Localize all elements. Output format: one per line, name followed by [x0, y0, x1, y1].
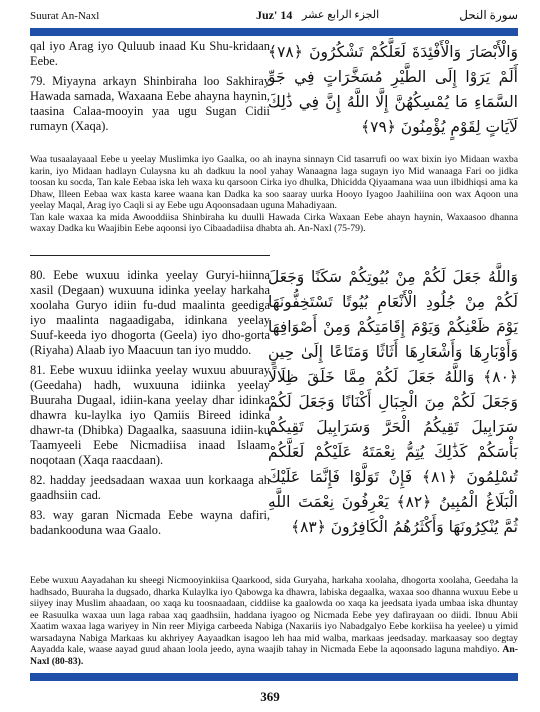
translation-paragraph: qal iyo Arag iyo Quluub inaad Ku Shu-kridaan Eebe.: [30, 39, 270, 68]
translation-block-1: [30, 39, 270, 139]
page-header: [30, 8, 518, 26]
commentary-text: Eebe wuxuu Aayadahan ku sheegi Nicmooyinkiisa Qaarkood, sida Guryaha, harkaha xoolaha, dhogorta xoolaha, Geedaha la hadhsado, Buuraha la dugsado, dharka Kulaylka iyo Qabowga ka dhawra, labiska degaalka, waxaa soo dhanna wuxuu Eebe u siiyey inay Muslim ahaadaan, oo xaqa ku toosnaadaan, ciddiise ka gaalowda oo xaqa ka jeedsata iyada umbaa iska dhuntay ee Rasuulka waxaa uun laga rabaa xaq gaadhsiin, haddana iyagoo og Nicmada Eebe yey dafirayaan oo diidi. Ibnuu Abii Xaatim waxaa laga wariyey in Nin reer Miyiga carbeeda Nabiga (Naxariis iyo Nabadgalyo Eebe korkiisa ha yeelee) u yimid warsadayna Nabiga Markaas ku akhriyey Aayaadkan isagoo leh haa mid walba, markaas jeedsaday. markaasay soo degtay Aayadda kale, waase aayad guud ahaan loola jeedo, ayna waajib tahay in Nicmada Eebe la aqoonsado laguna mahdiyo.: [30, 575, 518, 655]
arabic-text-block-1: [268, 40, 518, 140]
bottom-rule: [30, 673, 518, 681]
translation-paragraph: 81. Eebe wuxuu idiinka yeelay wuxuu abuuray (Geedaha) hadh, wuxuuna idiinka yeelay Buuraha Dugaal, idiin-kana yeelay dhar idinka dhawra ku-laylka iyo Qamiis Bireed idinka dhawr-ta (Dhibka) Dagaalka, saasuuna idiin-ku Taamyeeli Eebe Nicmadiisa inaad Islaam noqotaan (Xaqa raacdaan).: [30, 363, 270, 467]
commentary-block-1: [30, 154, 518, 235]
section-divider: [30, 255, 270, 256]
page-number: 369: [260, 689, 280, 704]
juz-label-arabic: الجزء الرابع عشر: [302, 9, 380, 21]
commentary-block-2: [30, 575, 518, 667]
sura-title-arabic: سورة النحل: [459, 8, 518, 22]
commentary-paragraph: Tan kale waxaa ka mida Awooddiisa Shinbiraha ku duulli Hawada Cirka Waxaan Eebe ahayn haynin, Waxaasoo dhanna waxay Dadka ku Waajibin Eebe aqoonsi iyo Cibaadadiisa dhabta ah. An-Naxl (75-79).: [30, 211, 518, 234]
arabic-verses: وَالْأَبْصَارَ وَالْأَفْئِدَةَ لَعَلَّكُمْ تَشْكُرُونَ ﴿٧٨﴾ أَلَمْ يَرَوْا إِلَى الطَّيْرِ مُسَخَّرَاتٍ فِي جَوِّ السَّمَاءِ مَا يُمْسِكُهُنَّ إِلَّا اللَّهُ إِنَّ فِي ذَٰلِكَ لَآيَاتٍ لِقَوْمٍ يُؤْمِنُونَ ﴿٧٩﴾: [268, 43, 518, 136]
sura-title-latin: Suurat An-Naxl: [30, 10, 100, 22]
arabic-verses: وَاللَّهُ جَعَلَ لَكُمْ مِنْ بُيُوتِكُمْ سَكَنًا وَجَعَلَ لَكُمْ مِنْ جُلُودِ الْأَنْعَامِ بُيُوتًا تَسْتَخِفُّونَهَا يَوْمَ ظَعْنِكُمْ وَيَوْمَ إِقَامَتِكُمْ وَمِنْ أَصْوَافِهَا وَأَوْبَارِهَا وَأَشْعَارِهَا أَثَاثًا وَمَتَاعًا إِلَىٰ حِينٍ ﴿٨٠﴾ وَاللَّهُ جَعَلَ لَكُمْ مِمَّا خَلَقَ ظِلَالًا وَجَعَلَ لَكُمْ مِنَ الْجِبَالِ أَكْنَانًا وَجَعَلَ لَكُمْ سَرَابِيلَ تَقِيكُمُ الْحَرَّ وَسَرَابِيلَ تَقِيكُمْ بَأْسَكُمْ كَذَٰلِكَ يُتِمُّ نِعْمَتَهُ عَلَيْكُمْ لَعَلَّكُمْ تُسْلِمُونَ ﴿٨١﴾ فَإِنْ تَوَلَّوْا فَإِنَّمَا عَلَيْكَ الْبَلَاغُ الْمُبِينُ ﴿٨٢﴾ يَعْرِفُونَ نِعْمَتَ اللَّهِ ثُمَّ يُنْكِرُونَهَا وَأَكْثَرُهُمُ الْكَافِرُونَ ﴿٨٣﴾: [268, 268, 518, 536]
translation-paragraph: 83. way garan Nicmada Eebe wayna dafiri, badankooduna waa Gaalo.: [30, 508, 270, 537]
juz-label: Juz' 14: [256, 8, 293, 22]
commentary-reference: An-Naxl (80-83).: [30, 644, 518, 667]
top-rule: [30, 28, 518, 36]
arabic-text-block-2: [268, 265, 518, 540]
translation-block-2: [30, 268, 270, 543]
translation-paragraph: 79. Miyayna arkayn Shinbiraha loo Sakhiray Hawada samada, Waxaana Eebe ahayna haynin, taasina Calaa-mooyin yaa ugu Sugan Cidii rumayn (Xaqa).: [30, 74, 270, 133]
commentary-paragraph: [30, 575, 518, 667]
commentary-paragraph: Waa tusaalayaaal Eebe u yeelay Muslimka iyo Gaalka, oo ah inayna sinnayn Cid tasarrufi oo wax bixin iyo Midaan waxba karin, iyo Midaan hadlayn Culaysna ku ah dadkuu la nool yahay Wanaagna laga sugayn iyo Mid wanaaga Fari oo jidka toosan ku socda, Tan kale Eebaa iska leh waxa ku qarsoon Cirka iyo dhulka, Dhicidda Qiyaamana waa uun ilbidhiqsi ama ka Dhaw, Illeen Eebaa wax kasta karee waana kan Dadka ka soo saaray uurka Hooyo Iyagoo Jaahiliina oon wax Aqoon una yeelay Maqal, Arag iyo Caqli si ay Eebe ugu Aqoonsadaan uguna Mahadiyaan.: [30, 154, 518, 211]
translation-paragraph: 80. Eebe wuxuu idinka yeelay Guryi-hiinna xasil (Degaan) wuxuuna idinka yeelay harkaha xoolaha Guryo idiin fu-dud maalinta geediga iyo maalinta nagaadigaba, idinkana yeelay Suuf-keeda iyo dhogorta (Geela) iyo dho-gorta (Riyaha) Alaab iyo Maacuun tan iyo muddo.: [30, 268, 270, 357]
translation-paragraph: 82. hadday jeedsadaan waxaa uun korkaaga ah gaadhsiin cad.: [30, 473, 270, 502]
